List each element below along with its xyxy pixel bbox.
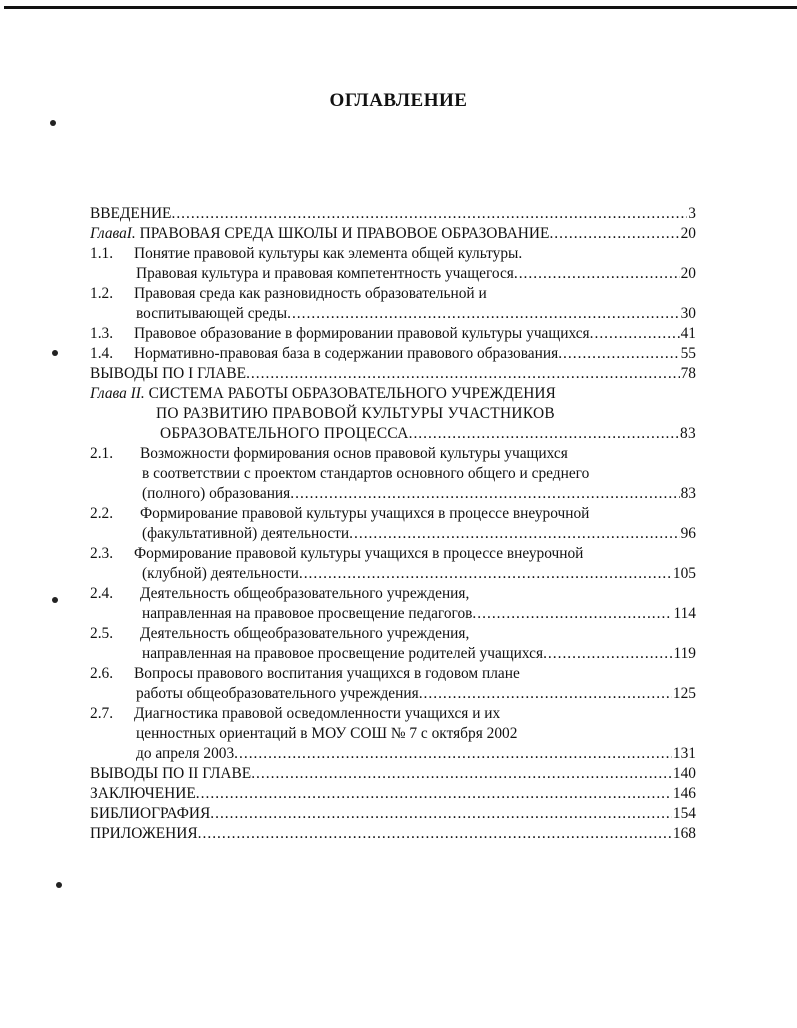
toc-page-number: 140 (672, 765, 696, 782)
toc-entry-1-2-cont (90, 304, 696, 324)
leader-dots (590, 324, 680, 344)
toc-page-number: 114 (673, 605, 696, 622)
leader-dots (419, 684, 672, 704)
toc-entry-2-5-cont (90, 644, 696, 664)
toc-entry-text: СИСТЕМА РАБОТЫ ОБРАЗОВАТЕЛЬНОГО УЧРЕЖДЕНИЯ (148, 385, 556, 402)
binding-hole-mark (52, 597, 58, 603)
toc-entry-text: ОБРАЗОВАТЕЛЬНОГО ПРОЦЕССА (160, 425, 409, 442)
toc-page-number: 41 (680, 325, 696, 342)
toc-page-number: 154 (672, 805, 696, 822)
toc-entry-2-2-cont (90, 524, 696, 544)
binding-hole-mark (56, 882, 62, 888)
leader-dots (558, 344, 679, 364)
leader-dots (198, 824, 672, 844)
toc-entry-text: Вопросы правового воспитания учащихся в годовом плане (134, 665, 520, 682)
section-number: 1.2. (90, 285, 114, 302)
leader-dots (196, 784, 672, 804)
toc-entry-2-7 (90, 704, 696, 724)
toc-page-number: 30 (680, 305, 696, 322)
table-of-contents (90, 204, 696, 844)
toc-entry-2-4-cont (90, 604, 696, 624)
toc-entry-text: Правовая среда как разновидность образовательной и (134, 285, 487, 302)
toc-entry-2-4 (90, 584, 696, 604)
toc-entry-text: ценностных ориентаций в МОУ СОШ № 7 с октября 2002 (136, 725, 518, 742)
toc-entry-chapter-2 (90, 384, 696, 404)
toc-page-number: 20 (680, 225, 696, 242)
toc-page-number: 96 (680, 525, 696, 542)
chapter-label: Глава II. (90, 385, 145, 402)
toc-page-number: 168 (672, 825, 696, 842)
binding-hole-mark (52, 350, 58, 356)
toc-entry-2-5 (90, 624, 696, 644)
toc-entry-intro (90, 204, 696, 224)
toc-entry-text: Деятельность общеобразовательного учреждения, (140, 585, 470, 602)
toc-entry-text: ВВЕДЕНИЕ (90, 205, 172, 222)
leader-dots (299, 564, 672, 584)
leader-dots (210, 804, 672, 824)
leader-dots (287, 304, 680, 324)
toc-entry-2-1-cont (90, 464, 696, 484)
leader-dots (234, 744, 672, 764)
binding-hole-mark (50, 120, 56, 126)
toc-entry-2-2 (90, 504, 696, 524)
toc-entry-text: (полного) образования (142, 485, 291, 502)
toc-entry-2-1 (90, 444, 696, 464)
toc-entry-2-6-cont (90, 684, 696, 704)
section-number: 1.1. (90, 245, 114, 262)
section-number: 2.7. (90, 705, 114, 722)
section-number: 2.4. (90, 585, 114, 602)
toc-entry-text: Нормативно-правовая база в содержании правового образования (134, 345, 559, 362)
toc-entry-text: Понятие правовой культуры как элемента общей культуры. (134, 245, 523, 262)
toc-entry-1-1-cont (90, 264, 696, 284)
toc-entry-text: Деятельность общеобразовательного учреждения, (140, 625, 470, 642)
toc-entry-bibliography (90, 804, 696, 824)
leader-dots (246, 364, 680, 384)
leader-dots (171, 204, 687, 224)
leader-dots (543, 644, 672, 664)
toc-entry-2-6 (90, 664, 696, 684)
toc-entry-text: Формирование правовой культуры учащихся в процессе внеурочной (134, 545, 584, 562)
toc-entry-2-7-cont2 (90, 744, 696, 764)
leader-dots (409, 424, 679, 444)
section-number: 1.4. (90, 345, 114, 362)
toc-entry-1-4 (90, 344, 696, 364)
toc-entry-text: Диагностика правовой осведомленности учащихся и их (134, 705, 501, 722)
toc-entry-conclusion (90, 784, 696, 804)
toc-entry-text: ВЫВОДЫ ПО II ГЛАВЕ (90, 765, 252, 782)
section-number: 2.1. (90, 445, 114, 462)
toc-entry-2-1-cont2 (90, 484, 696, 504)
toc-page-number: 83 (680, 425, 696, 442)
toc-entry-1-3 (90, 324, 696, 344)
toc-entry-text: ПРИЛОЖЕНИЯ (90, 825, 198, 842)
section-number: 2.5. (90, 625, 114, 642)
top-border-line (4, 6, 797, 9)
toc-entry-text: ПРАВОВАЯ СРЕДА ШКОЛЫ И ПРАВОВОЕ ОБРАЗОВАНИЕ (139, 225, 550, 242)
toc-entry-text: в соответствии с проектом стандартов основного общего и среднего (142, 465, 590, 482)
toc-entry-text: до апреля 2003 (136, 745, 235, 762)
toc-entry-text: БИБЛИОГРАФИЯ (90, 805, 211, 822)
leader-dots (290, 484, 679, 504)
chapter-label: ГлаваI. (90, 225, 136, 242)
toc-entry-text: ПО РАЗВИТИЮ ПРАВОВОЙ КУЛЬТУРЫ УЧАСТНИКОВ (156, 405, 555, 422)
toc-entry-text: ВЫВОДЫ ПО I ГЛАВЕ (90, 365, 247, 382)
toc-page-number: 20 (680, 265, 696, 282)
toc-entry-conclusions-2 (90, 764, 696, 784)
leader-dots (472, 604, 672, 624)
page-title: ОГЛАВЛЕНИЕ (329, 90, 468, 111)
toc-page-number: 125 (672, 685, 696, 702)
toc-entry-text: Формирование правовой культуры учащихся в процессе внеурочной (140, 505, 590, 522)
toc-page-number: 146 (672, 785, 696, 802)
toc-entry-text: (факультативной) деятельности (142, 525, 350, 542)
toc-entry-chapter-1 (90, 224, 696, 244)
toc-page-number: 119 (673, 645, 696, 662)
toc-entry-2-3-cont (90, 564, 696, 584)
toc-page-number: 78 (680, 365, 696, 382)
toc-entry-text: направленная на правовое просвещение родителей учащихся (142, 645, 544, 662)
toc-page-number: 55 (680, 345, 696, 362)
section-number: 2.2. (90, 505, 114, 522)
toc-entry-appendix (90, 824, 696, 844)
toc-entry-text: Правовая культура и правовая компетентность учащегося (136, 265, 514, 282)
toc-entry-conclusions-1 (90, 364, 696, 384)
toc-entry-1-2 (90, 284, 696, 304)
section-number: 2.3. (90, 545, 114, 562)
toc-entry-text: направленная на правовое просвещение педагогов (142, 605, 473, 622)
toc-entry-1-1 (90, 244, 696, 264)
toc-page-number: 83 (680, 485, 696, 502)
leader-dots (514, 264, 680, 284)
toc-entry-text: ЗАКЛЮЧЕНИЕ (90, 785, 196, 802)
section-number: 2.6. (90, 665, 114, 682)
toc-page-number: 3 (688, 205, 696, 222)
toc-entry-text: (клубной) деятельности (142, 565, 299, 582)
leader-dots (349, 524, 679, 544)
toc-entry-chapter-2-cont2 (90, 424, 696, 444)
toc-entry-text: работы общеобразовательного учреждения (136, 685, 419, 702)
toc-entry-chapter-2-cont (90, 404, 696, 424)
leader-dots (549, 224, 679, 244)
toc-entry-text: воспитывающей среды (136, 305, 288, 322)
toc-entry-2-3 (90, 544, 696, 564)
section-number: 1.3. (90, 325, 114, 342)
toc-entry-text: Правовое образование в формировании правовой культуры учащихся (134, 325, 590, 342)
toc-page-number: 131 (672, 745, 696, 762)
toc-page-number: 105 (672, 565, 696, 582)
toc-entry-2-7-cont (90, 724, 696, 744)
toc-entry-text: Возможности формирования основ правовой культуры учащихся (140, 445, 568, 462)
leader-dots (251, 764, 672, 784)
